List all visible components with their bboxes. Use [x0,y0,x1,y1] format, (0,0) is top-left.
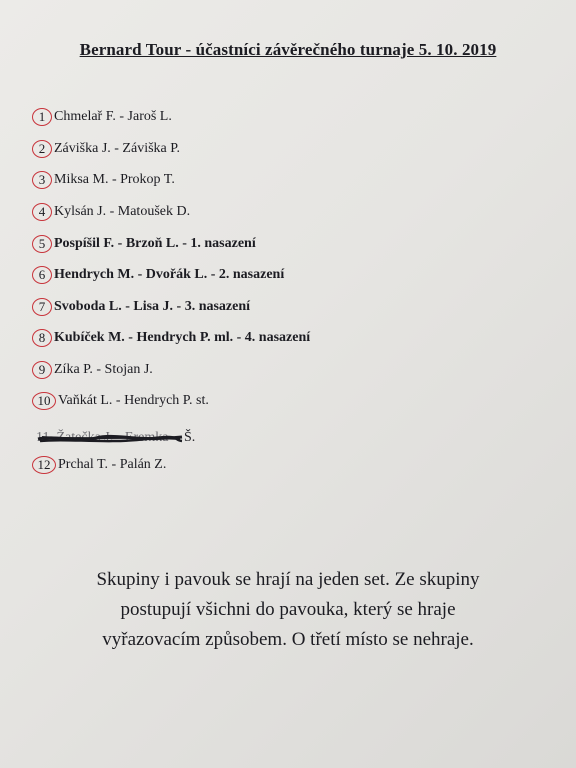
item-number-circle: 3 [32,171,52,189]
item-text: Hendrych M. - Dvořák L. - 2. nasazení [54,267,285,282]
item-number-circle: 1 [32,108,52,126]
list-item [32,104,172,130]
item-number-circle: 5 [32,235,52,253]
item-text: Kubíček M. - Hendrych P. ml. - 4. nasazení [54,330,311,345]
item-number-circle: 6 [32,266,52,284]
item-text: Vaňkát L. - Hendrych P. st. [58,393,209,408]
list-item [32,357,153,383]
item-number-circle: 2 [32,140,52,158]
item-number-circle: 9 [32,361,52,379]
list-item [32,231,256,257]
item-text: Miksa M. - Prokop T. [54,172,175,187]
rules-line: Skupiny i pavouk se hrají na jeden set. Ze skupiny [96,569,480,590]
item-text: Kylsán J. - Matoušek D. [54,204,191,219]
list-item [32,294,250,320]
list-item [32,167,175,193]
list-item [32,325,310,351]
item-number-circle: 4 [32,203,52,221]
item-number-circle: 8 [32,329,52,347]
rules-line: postupují všichni do pavouka, který se hraje [120,599,456,620]
document-title: Bernard Tour - účastníci závěrečného turnaje 5. 10. 2019 [79,40,497,59]
crossed-out-text: 11. Žatečka J. - Eremka [36,430,169,445]
item-number-circle: 12 [32,456,56,474]
rules-paragraph [0,565,576,655]
item-text: Svoboda L. - Lisa J. - 3. nasazení [54,299,251,314]
item-text: Chmelař F. - Jaroš L. [54,109,172,124]
crossed-out-tail: Š. [184,430,196,445]
item-text: Pospíšil F. - Brzoň L. - 1. nasazení [54,236,256,251]
rules-line: vyřazovacím způsobem. O třetí místo se nehraje. [102,629,474,650]
item-number-circle: 7 [32,298,52,316]
list-item [32,199,190,225]
item-text: Prchal T. - Palán Z. [58,457,167,472]
list-item [32,452,166,478]
list-item [32,136,180,162]
scribble-strike [36,430,186,448]
item-text: Záviška J. - Záviška P. [54,141,180,156]
crossed-out-entry [36,430,196,448]
list-item [32,388,209,414]
item-text: Zíka P. - Stojan J. [54,362,153,377]
list-item [32,262,284,288]
item-number-circle: 10 [32,392,56,410]
